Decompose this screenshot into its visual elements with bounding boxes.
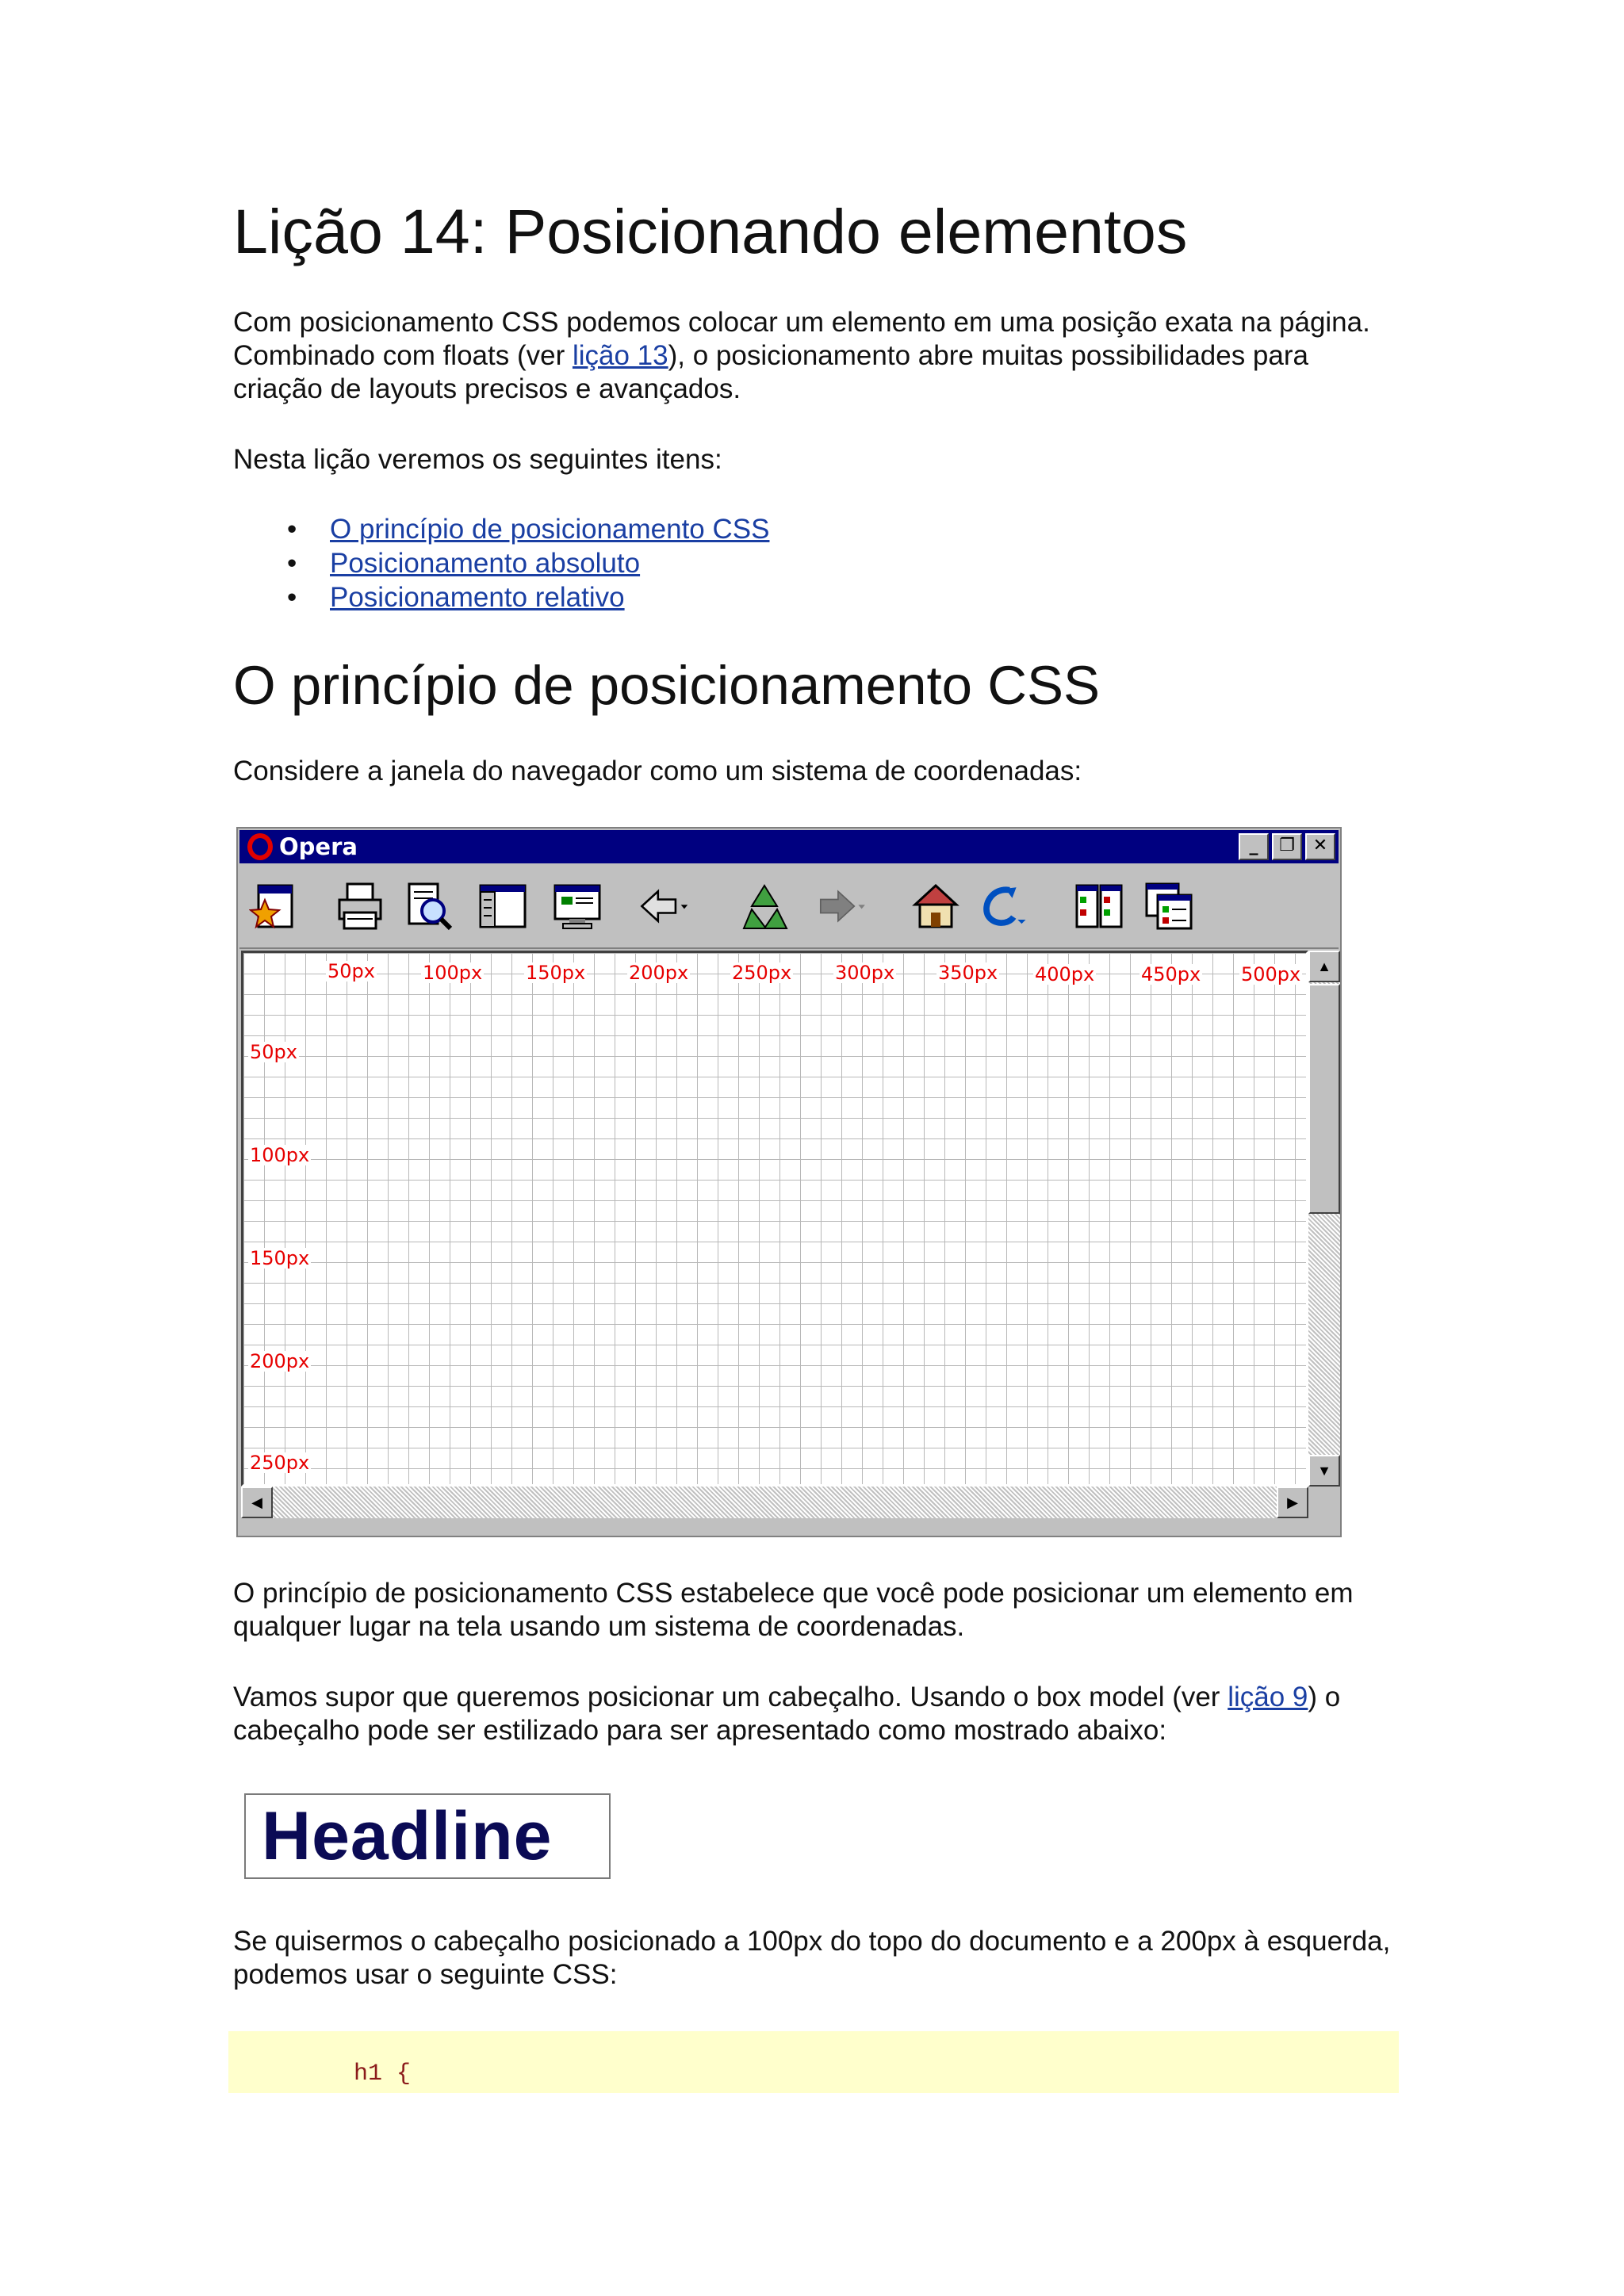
vertical-scrollbar[interactable]: [1308, 951, 1340, 1487]
boxmodel-paragraph: [233, 1681, 1399, 1747]
restore-button[interactable]: ❐: [1272, 833, 1302, 860]
scroll-thumb[interactable]: [1308, 984, 1340, 1214]
toc-item: [233, 546, 769, 580]
cascade-icon[interactable]: [1142, 879, 1196, 933]
toc-link-relativo[interactable]: Posicionamento relativo: [330, 582, 625, 613]
code-line: h1 {: [354, 2061, 412, 2087]
grid-x-label: 50px: [327, 960, 375, 982]
intro-paragraph: [233, 306, 1399, 406]
code-block: [228, 2031, 1399, 2093]
grid-y-label: 50px: [250, 1041, 297, 1063]
back-icon[interactable]: [639, 879, 693, 933]
grid-y-label: 100px: [250, 1144, 310, 1166]
home-icon[interactable]: [909, 879, 963, 933]
scroll-down-icon[interactable]: ▼: [1308, 1455, 1340, 1487]
opera-logo-icon: [247, 833, 273, 860]
link-licao-9[interactable]: lição 9: [1228, 1682, 1308, 1712]
toc-link-principio[interactable]: O princípio de posicionamento CSS: [330, 514, 770, 545]
hotlist-icon[interactable]: [247, 879, 301, 933]
bullet-icon: •: [287, 548, 297, 579]
position-paragraph: Se quisermos o cabeçalho posicionado a 100px do topo do documento e a 200px à esquerda, podemos usar o seguinte CSS:: [233, 1926, 1391, 1990]
toc-item: [233, 580, 769, 614]
toc-intro: Nesta lição veremos os seguintes itens:: [233, 444, 722, 475]
browser-window-illustration: [236, 827, 1342, 1537]
grid-y-label: 150px: [250, 1247, 310, 1269]
grid-x-label: 400px: [1035, 963, 1095, 985]
grid-y-label: 250px: [250, 1452, 310, 1474]
boxmodel-text-1: Vamos supor que queremos posicionar um cabeçalho. Usando o box model (ver: [233, 1682, 1228, 1712]
browser-titlebar: [239, 830, 1339, 863]
toc-item: [233, 512, 769, 546]
horizontal-scrollbar[interactable]: [241, 1487, 1308, 1518]
search-icon[interactable]: [403, 879, 457, 933]
grid-x-label: 500px: [1241, 963, 1301, 985]
link-licao-13[interactable]: lição 13: [572, 340, 668, 371]
browser-title: Opera: [279, 833, 358, 860]
intro-text-2: ), o posicionamento abre muitas possibilidades para criação de layouts precisos e avançados.: [233, 340, 1308, 404]
window-icon[interactable]: [550, 879, 604, 933]
tile-icon[interactable]: [1072, 879, 1126, 933]
headline-example: [244, 1793, 611, 1879]
browser-toolbar: [239, 865, 1339, 949]
window-controls: [1239, 833, 1335, 860]
scroll-corner: [1308, 1487, 1340, 1518]
minimize-button[interactable]: _: [1239, 833, 1269, 860]
grid-x-label: 300px: [835, 962, 895, 984]
scroll-left-icon[interactable]: ◀: [241, 1487, 273, 1518]
page-title: Lição 14: Posicionando elementos: [233, 196, 1188, 266]
coordinate-grid: [241, 951, 1308, 1487]
grid-y-label: 200px: [250, 1350, 310, 1372]
toc-list: [233, 512, 769, 614]
boxmodel-text-2: ) o cabeçalho pode ser estilizado para ser apresentado como mostrado abaixo:: [233, 1682, 1341, 1746]
forward-icon[interactable]: [815, 879, 869, 933]
intro-text-1: Com posicionamento CSS podemos colocar um elemento em uma posição exata na página. Combinado com floats (ver: [233, 307, 1370, 371]
scroll-right-icon[interactable]: ▶: [1277, 1487, 1308, 1518]
scroll-up-icon[interactable]: ▲: [1308, 951, 1340, 982]
print-icon[interactable]: [333, 879, 387, 933]
toc-link-absoluto[interactable]: Posicionamento absoluto: [330, 548, 641, 579]
grid-x-label: 250px: [732, 962, 792, 984]
grid-x-label: 350px: [938, 962, 998, 984]
grid-x-label: 200px: [629, 962, 689, 984]
bullet-icon: •: [287, 514, 297, 545]
section-title: O princípio de posicionamento CSS: [233, 655, 1101, 716]
navigate-icon[interactable]: [979, 879, 1032, 933]
principle-paragraph: O princípio de posicionamento CSS estabelece que você pode posicionar um elemento em qualquer lugar na tela usando um sistema de coordenadas.: [233, 1578, 1354, 1642]
headline-example-text: Headline: [262, 1798, 553, 1874]
close-button[interactable]: ✕: [1305, 833, 1335, 860]
grid-x-label: 150px: [526, 962, 586, 984]
grid-x-label: 450px: [1141, 963, 1201, 985]
bullet-icon: •: [287, 582, 297, 613]
coord-intro: Considere a janela do navegador como um sistema de coordenadas:: [233, 756, 1082, 786]
panel-icon[interactable]: [476, 879, 530, 933]
reload-icon[interactable]: [737, 879, 791, 933]
grid-x-label: 100px: [423, 962, 483, 984]
